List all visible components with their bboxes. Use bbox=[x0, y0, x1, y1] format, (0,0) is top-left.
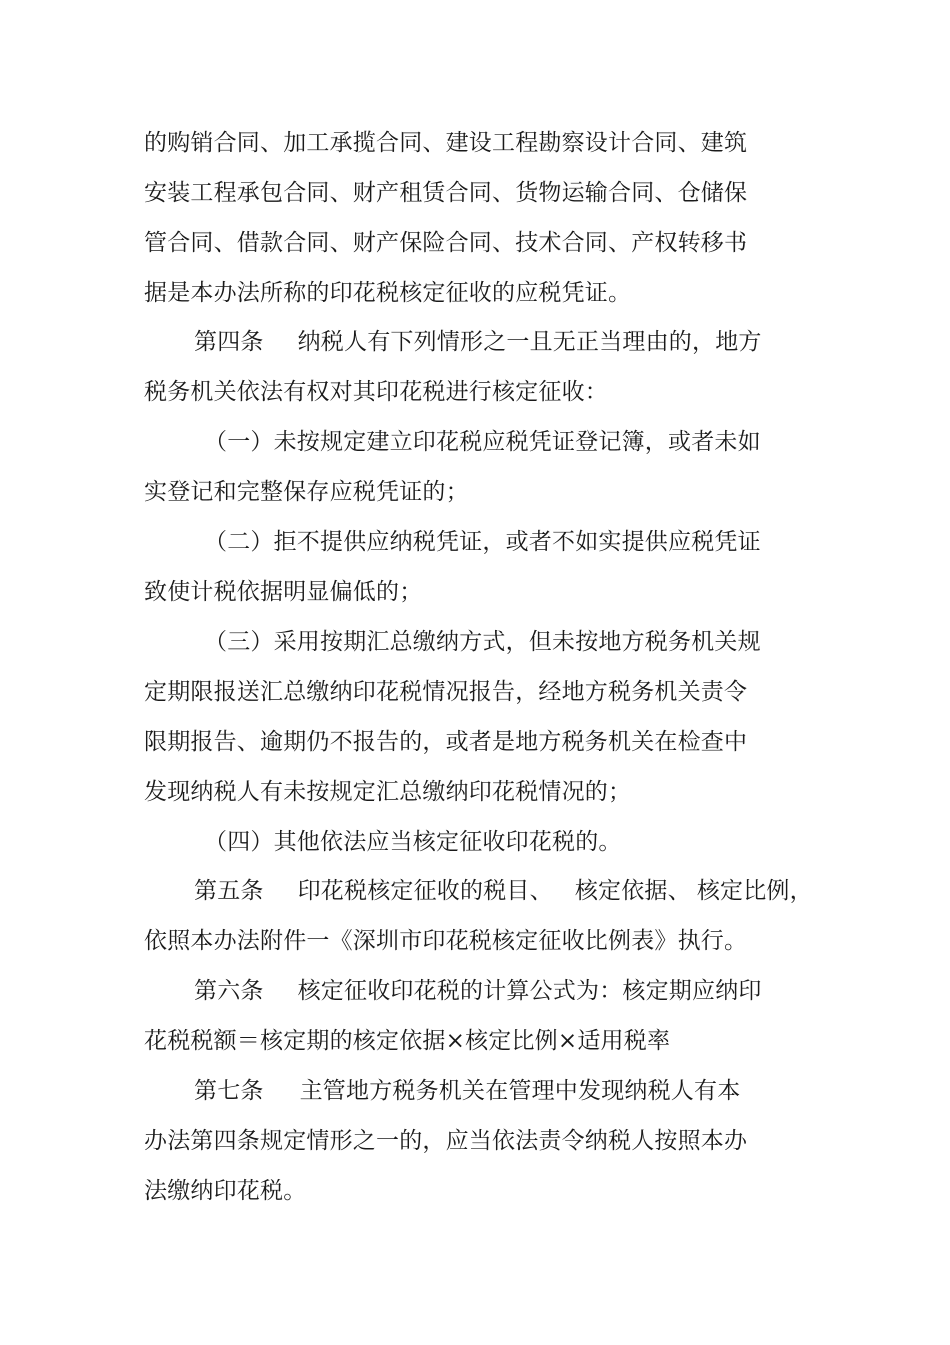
text-line: 管合同、借款合同、财产保险合同、技术合同、产权转移书 bbox=[144, 230, 748, 256]
text-line: 安装工程承包合同、财产租赁合同、货物运输合同、仓储保 bbox=[144, 180, 748, 206]
text-line: 定期限报送汇总缴纳印花税情况报告，经地方税务机关责令 bbox=[144, 679, 748, 705]
article-5-heading bbox=[194, 876, 813, 906]
text-line: 发现纳税人有未按规定汇总缴纳印花税情况的； bbox=[144, 779, 632, 805]
list-item-4: （四）其他依法应当核定征收印花税的。 bbox=[204, 829, 622, 855]
text-line: 的购销合同、加工承揽合同、建设工程勘察设计合同、建筑 bbox=[144, 130, 748, 156]
text-line: 致使计税依据明显偏低的； bbox=[144, 579, 423, 605]
text-line: 办法第四条规定情形之一的，应当依法责令纳税人按照本办 bbox=[144, 1128, 748, 1154]
article-number: 第四条 bbox=[194, 329, 264, 355]
list-item-3: （三）采用按期汇总缴纳方式，但未按地方税务机关规 bbox=[204, 629, 761, 655]
article-number: 第七条 bbox=[194, 1078, 264, 1104]
article-text: 核定依据、 bbox=[574, 878, 691, 904]
article-text: 主管地方税务机关在管理中发现纳税人有本 bbox=[299, 1078, 741, 1104]
article-text: 印花税核定征收的税目、 bbox=[297, 878, 553, 904]
article-text: 纳税人有下列情形之一且无正当理由的，地方 bbox=[297, 329, 762, 355]
text-line: 依照本办法附件一《深圳市印花税核定征收比例表》执行。 bbox=[144, 928, 748, 954]
article-number: 第六条 bbox=[194, 978, 264, 1004]
article-6-heading bbox=[194, 976, 762, 1006]
text-line: 实登记和完整保存应税凭证的； bbox=[144, 479, 469, 505]
text-line: 限期报告、逾期仍不报告的，或者是地方税务机关在检查中 bbox=[144, 729, 748, 755]
text-line: 据是本办法所称的印花税核定征收的应税凭证。 bbox=[144, 280, 632, 306]
article-7-heading bbox=[194, 1076, 740, 1106]
text-line: 税务机关依法有权对其印花税进行核定征收： bbox=[144, 379, 608, 405]
text-line: 花税税额＝核定期的核定依据×核定比例×适用税率 bbox=[144, 1028, 671, 1054]
list-item-1: （一）未按规定建立印花税应税凭证登记簿，或者未如 bbox=[204, 429, 761, 455]
text-line: 法缴纳印花税。 bbox=[144, 1178, 307, 1204]
article-text: 核定征收印花税的计算公式为：核定期应纳印 bbox=[297, 978, 762, 1004]
list-item-2: （二）拒不提供应纳税凭证，或者不如实提供应税凭证 bbox=[204, 529, 761, 555]
article-number: 第五条 bbox=[194, 878, 264, 904]
article-4-heading bbox=[194, 327, 762, 357]
article-text: 核定比例， bbox=[696, 878, 813, 904]
